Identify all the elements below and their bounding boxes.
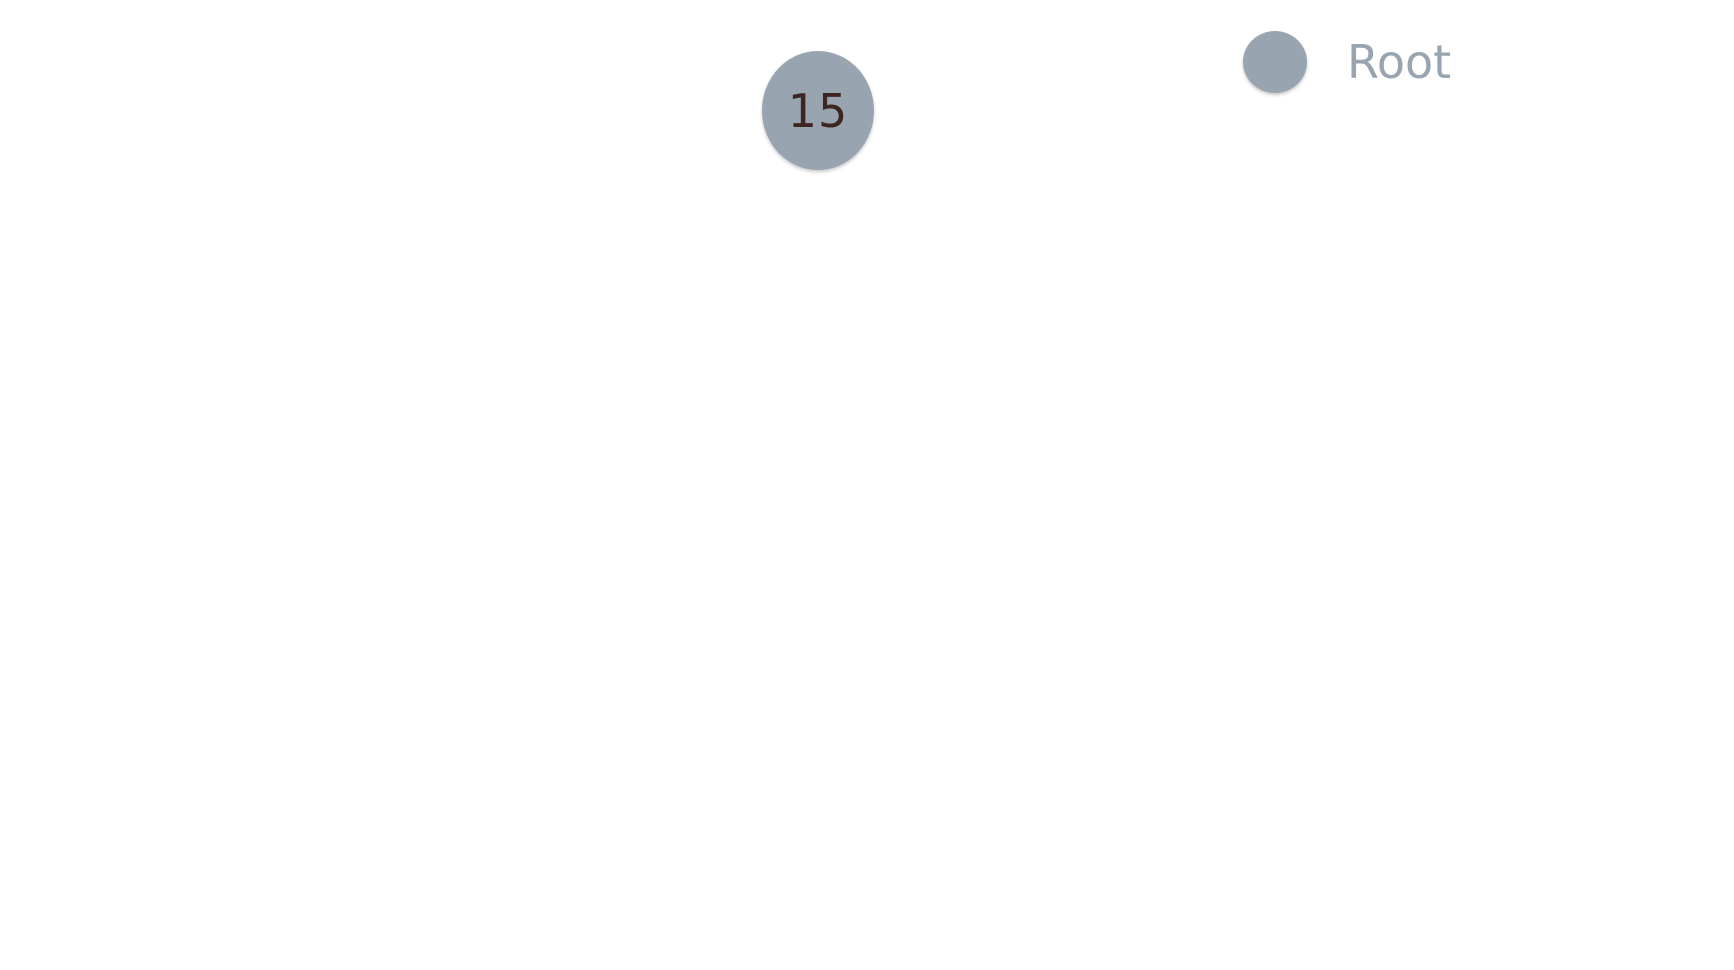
legend-swatch-root	[1243, 31, 1307, 93]
tree-node-root[interactable]	[762, 51, 874, 170]
legend	[1243, 31, 1451, 93]
node-label: 15	[787, 83, 849, 138]
legend-label-root: Root	[1347, 35, 1452, 89]
